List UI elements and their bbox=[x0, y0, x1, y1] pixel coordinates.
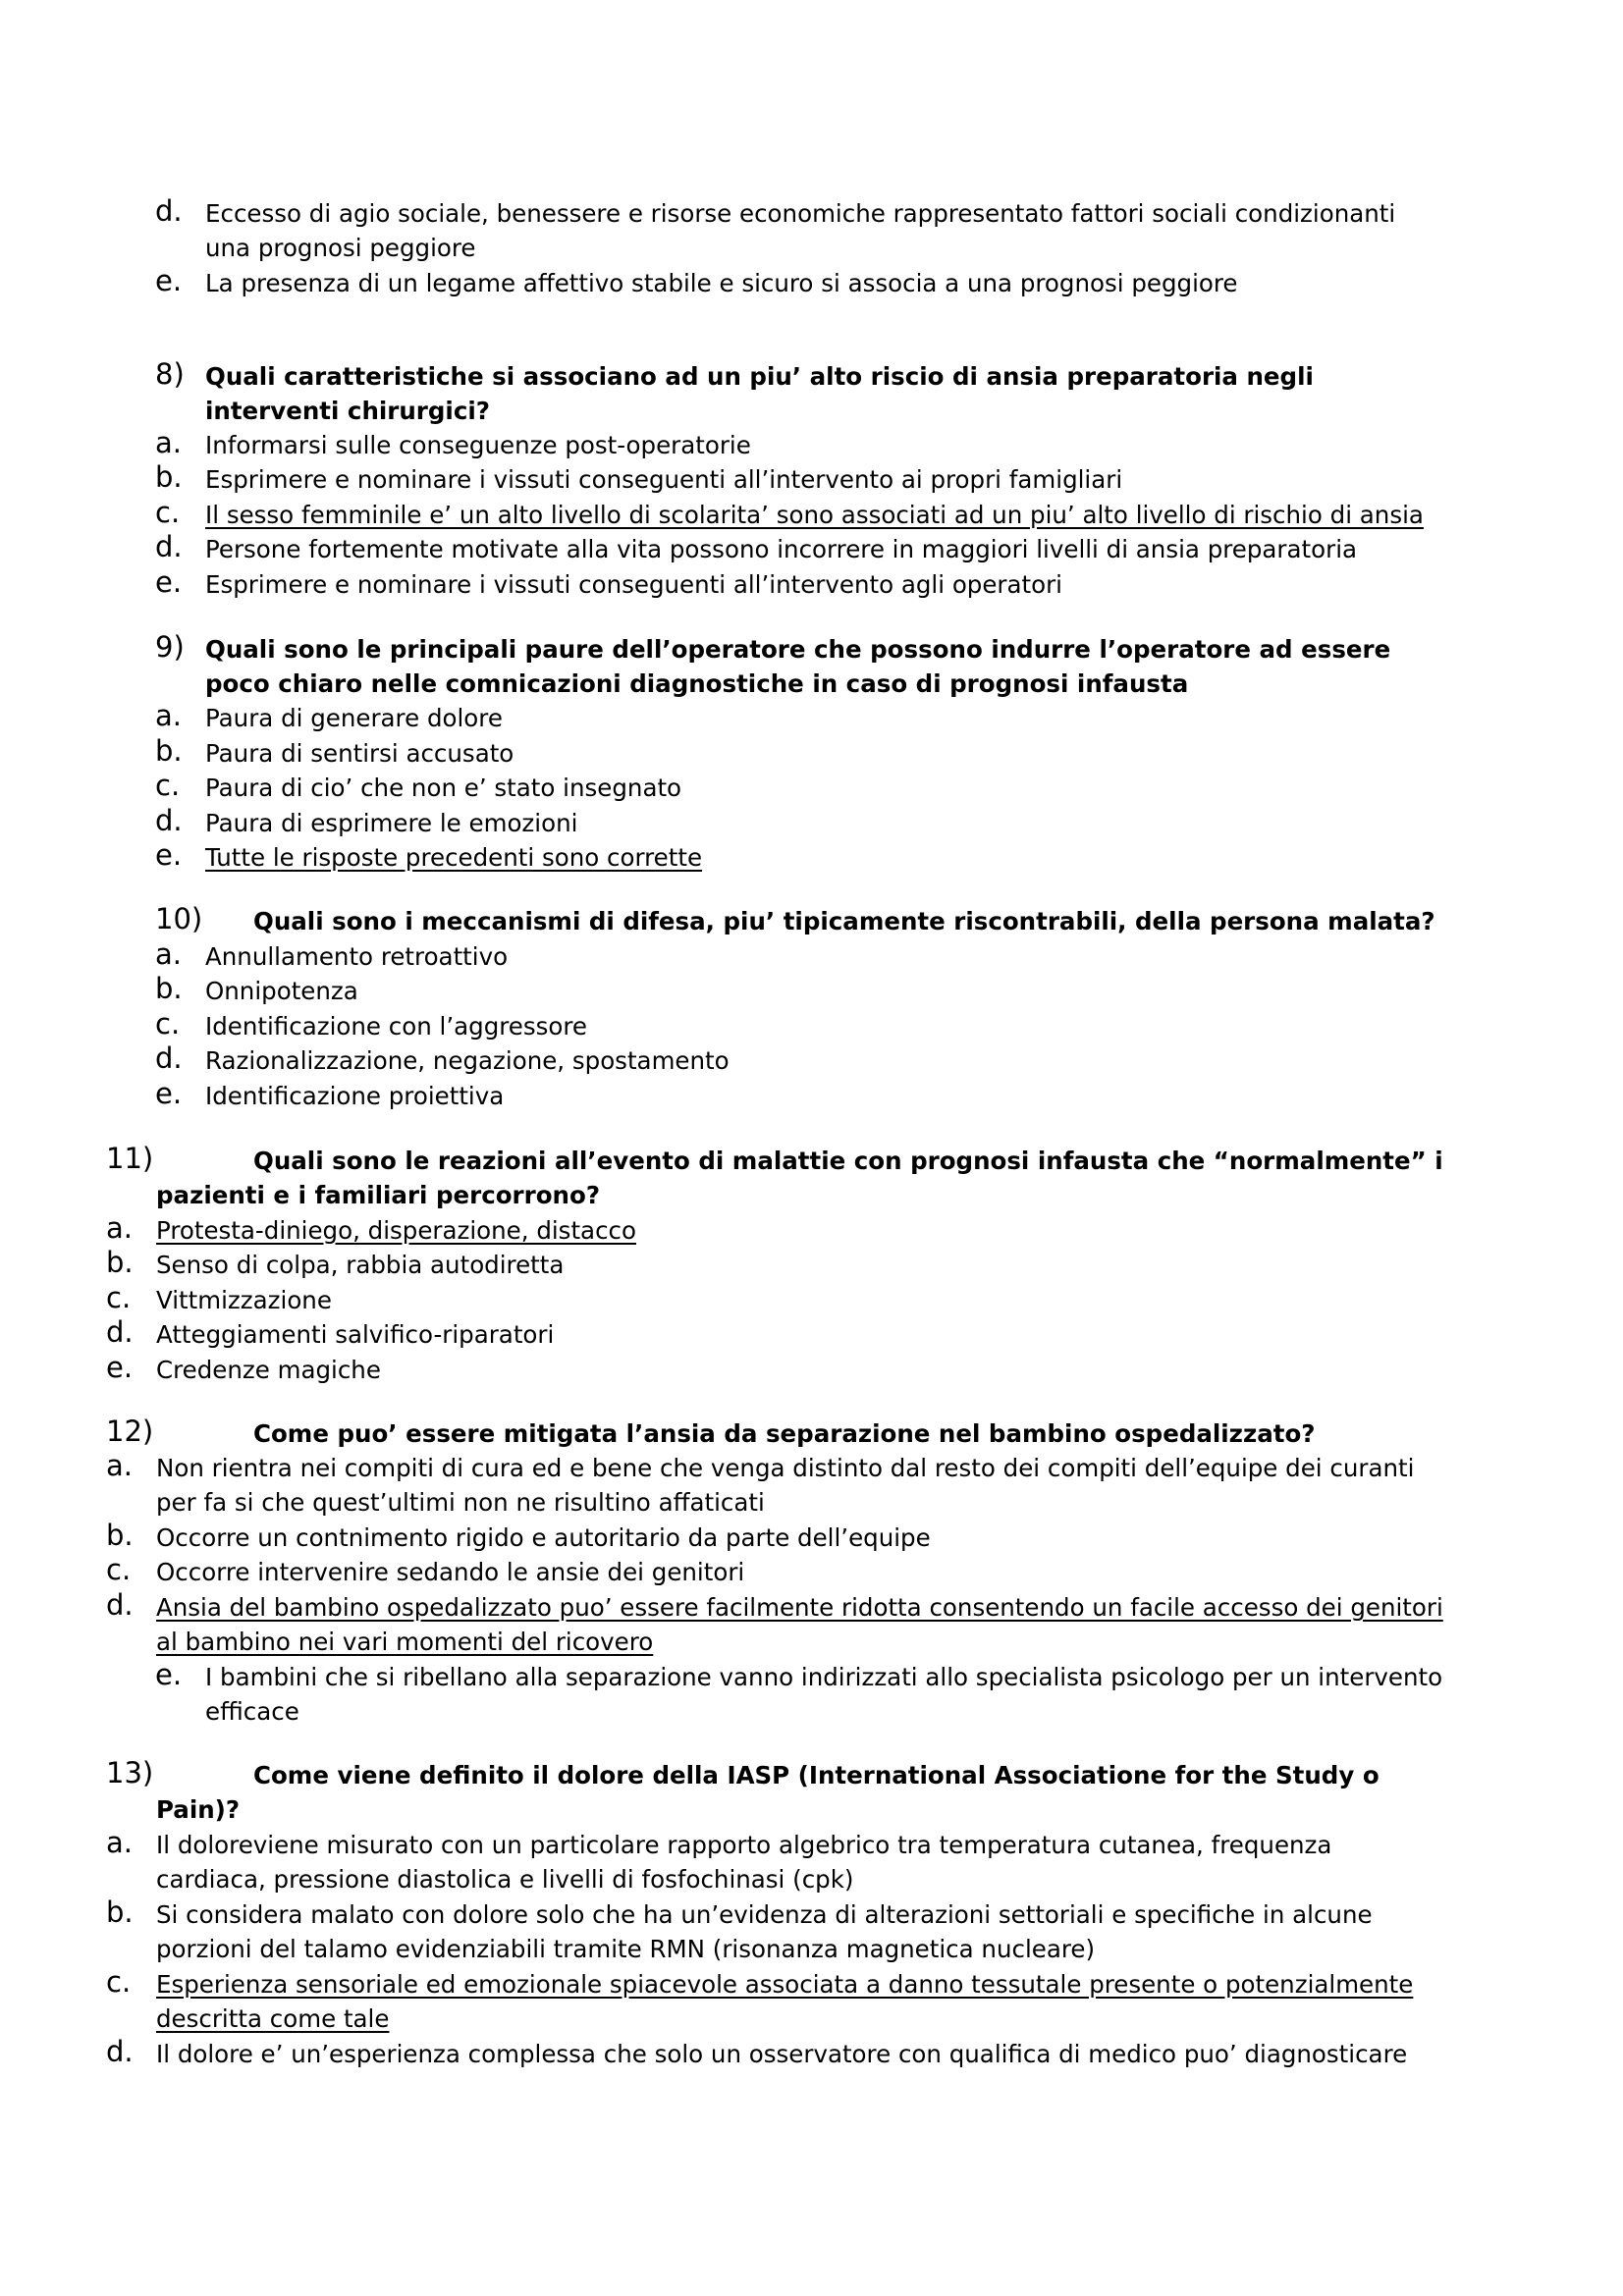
option-marker: b. bbox=[106, 1896, 134, 1929]
option-marker: b. bbox=[106, 1519, 134, 1552]
option-text: porzioni del talamo evidenziabili tramite RMN (risonanza magnetica nucleare) bbox=[156, 1935, 1096, 1963]
option-text: Paura di esprimere le emozioni bbox=[205, 809, 578, 837]
option-text: Occorre un contnimento rigido e autoritario da parte dell’equipe bbox=[156, 1523, 931, 1552]
option-text: Vittmizzazione bbox=[156, 1286, 332, 1314]
option-text: Si considera malato con dolore solo che ha un’evidenza di alterazioni settoriali e specifiche in alcune bbox=[156, 1900, 1373, 1929]
correct-option-text: Ansia del bambino ospedalizzato puo’ essere facilmente ridotta consentendo un facile accesso dei genitori bbox=[156, 1593, 1443, 1622]
option-marker: a. bbox=[155, 426, 182, 459]
option-marker: e. bbox=[155, 264, 183, 297]
option-marker: e. bbox=[106, 1351, 134, 1384]
correct-option-text: Esperienza sensoriale ed emozionale spiacevole associata a danno tessutale presente o potenzialmente bbox=[156, 1970, 1414, 1999]
question-text: Come viene definito il dolore della IASP (International Associatione for the Study o bbox=[253, 1761, 1380, 1789]
question-text: pazienti e i familiari percorrono? bbox=[156, 1181, 601, 1209]
option-marker: d. bbox=[106, 1588, 134, 1622]
option-text: Annullamento retroattivo bbox=[205, 942, 509, 971]
question-text: poco chiaro nelle comnicazioni diagnostiche in caso di prognosi infausta bbox=[205, 669, 1189, 698]
option-marker: b. bbox=[155, 734, 183, 768]
option-marker: b. bbox=[155, 460, 183, 494]
option-text: Eccesso di agio sociale, benessere e risorse economiche rappresentato fattori sociali condizionanti bbox=[205, 199, 1396, 228]
question-number: 10) bbox=[155, 902, 203, 935]
option-marker: c. bbox=[106, 1553, 132, 1586]
option-text: Identificazione con l’aggressore bbox=[205, 1012, 587, 1041]
option-text: Credenze magiche bbox=[156, 1356, 381, 1384]
option-text: Identificazione proiettiva bbox=[205, 1082, 505, 1110]
option-text: I bambini che si ribellano alla separazione vanno indirizzati allo specialista psicologo per un intervento bbox=[205, 1663, 1443, 1691]
option-text: Razionalizzazione, negazione, spostamento bbox=[205, 1046, 730, 1075]
option-marker: d. bbox=[106, 2035, 134, 2068]
question-number: 8) bbox=[155, 357, 185, 391]
question-text: Pain)? bbox=[156, 1795, 241, 1824]
correct-option-text: Protesta-diniego, disperazione, distacco bbox=[156, 1216, 636, 1245]
option-marker: d. bbox=[155, 194, 183, 228]
option-text: Persone fortemente motivate alla vita possono incorrere in maggiori livelli di ansia preparatoria bbox=[205, 535, 1358, 563]
question-text: Quali sono i meccanismi di difesa, piu’ tipicamente riscontrabili, della persona malata? bbox=[253, 907, 1435, 935]
option-text: La presenza di un legame affettivo stabile e sicuro si associa a una prognosi peggiore bbox=[205, 269, 1238, 297]
question-number: 13) bbox=[106, 1756, 154, 1789]
question-number: 9) bbox=[155, 630, 185, 664]
option-text: Paura di generare dolore bbox=[205, 704, 503, 732]
option-text: una prognosi peggiore bbox=[205, 234, 476, 262]
option-marker: c. bbox=[155, 1007, 181, 1041]
option-marker: a. bbox=[106, 1826, 133, 1859]
option-marker: a. bbox=[155, 937, 182, 971]
option-marker: b. bbox=[155, 972, 183, 1005]
option-marker: c. bbox=[106, 1965, 132, 1999]
option-marker: c. bbox=[155, 496, 181, 529]
option-marker: a. bbox=[106, 1449, 133, 1482]
question-number: 11) bbox=[106, 1142, 154, 1175]
option-text: Il dolore e’ un’esperienza complessa che solo un osservatore con qualifica di medico puo’ diagnosticare bbox=[156, 2040, 1408, 2068]
question-text: Quali sono le principali paure dell’operatore che possono indurre l’operatore ad essere bbox=[205, 635, 1391, 664]
option-text: Esprimere e nominare i vissuti conseguenti all’intervento agli operatori bbox=[205, 570, 1062, 599]
option-text: Esprimere e nominare i vissuti conseguenti all’intervento ai propri famigliari bbox=[205, 465, 1123, 494]
option-text: Paura di sentirsi accusato bbox=[205, 739, 514, 768]
option-text: Occorre intervenire sedando le ansie dei genitori bbox=[156, 1558, 745, 1586]
option-marker: c. bbox=[155, 769, 181, 802]
option-marker: d. bbox=[155, 804, 183, 837]
option-marker: d. bbox=[106, 1315, 134, 1349]
question-text: interventi chirurgici? bbox=[205, 397, 490, 425]
option-marker: e. bbox=[155, 838, 183, 872]
option-text: Informarsi sulle conseguenze post-operatorie bbox=[205, 431, 751, 459]
question-text: Quali sono le reazioni all’evento di malattie con prognosi infausta che “normalmente” i bbox=[253, 1147, 1443, 1175]
correct-option-text: descritta come tale bbox=[156, 2004, 390, 2033]
option-marker: d. bbox=[155, 530, 183, 563]
correct-option-text: Il sesso femminile e’ un alto livello di scolarita’ sono associati ad un piu’ alto livello di rischio di ansia bbox=[205, 501, 1424, 529]
option-text: efficace bbox=[205, 1697, 299, 1726]
question-number: 12) bbox=[106, 1415, 154, 1448]
option-text: Senso di colpa, rabbia autodiretta bbox=[156, 1251, 565, 1279]
option-marker: d. bbox=[155, 1041, 183, 1075]
option-text: Atteggiamenti salvifico-riparatori bbox=[156, 1320, 555, 1349]
option-marker: e. bbox=[155, 1658, 183, 1691]
option-marker: c. bbox=[106, 1281, 132, 1314]
option-marker: e. bbox=[155, 565, 183, 599]
question-text: Come puo’ essere mitigata l’ansia da separazione nel bambino ospedalizzato? bbox=[253, 1419, 1316, 1448]
correct-option-text: al bambino nei vari momenti del ricovero bbox=[156, 1628, 654, 1656]
option-text: Il doloreviene misurato con un particolare rapporto algebrico tra temperatura cutanea, frequenza bbox=[156, 1831, 1332, 1859]
option-marker: a. bbox=[155, 699, 182, 732]
option-text: Onnipotenza bbox=[205, 977, 358, 1005]
option-marker: b. bbox=[106, 1246, 134, 1279]
option-text: Non rientra nei compiti di cura ed e bene che venga distinto dal resto dei compiti dell’equipe dei curanti bbox=[156, 1454, 1415, 1482]
option-text: per fa si che quest’ultimi non ne risultino affaticati bbox=[156, 1488, 765, 1517]
question-text: Quali caratteristiche si associano ad un piu’ alto riscio di ansia preparatoria negli bbox=[205, 362, 1314, 391]
option-marker: e. bbox=[155, 1077, 183, 1110]
correct-option-text: Tutte le risposte precedenti sono corrette bbox=[205, 843, 703, 872]
option-text: Paura di cio’ che non e’ stato insegnato bbox=[205, 774, 682, 802]
option-marker: a. bbox=[106, 1211, 133, 1245]
option-text: cardiaca, pressione diastolica e livelli di fosfochinasi (cpk) bbox=[156, 1865, 854, 1894]
